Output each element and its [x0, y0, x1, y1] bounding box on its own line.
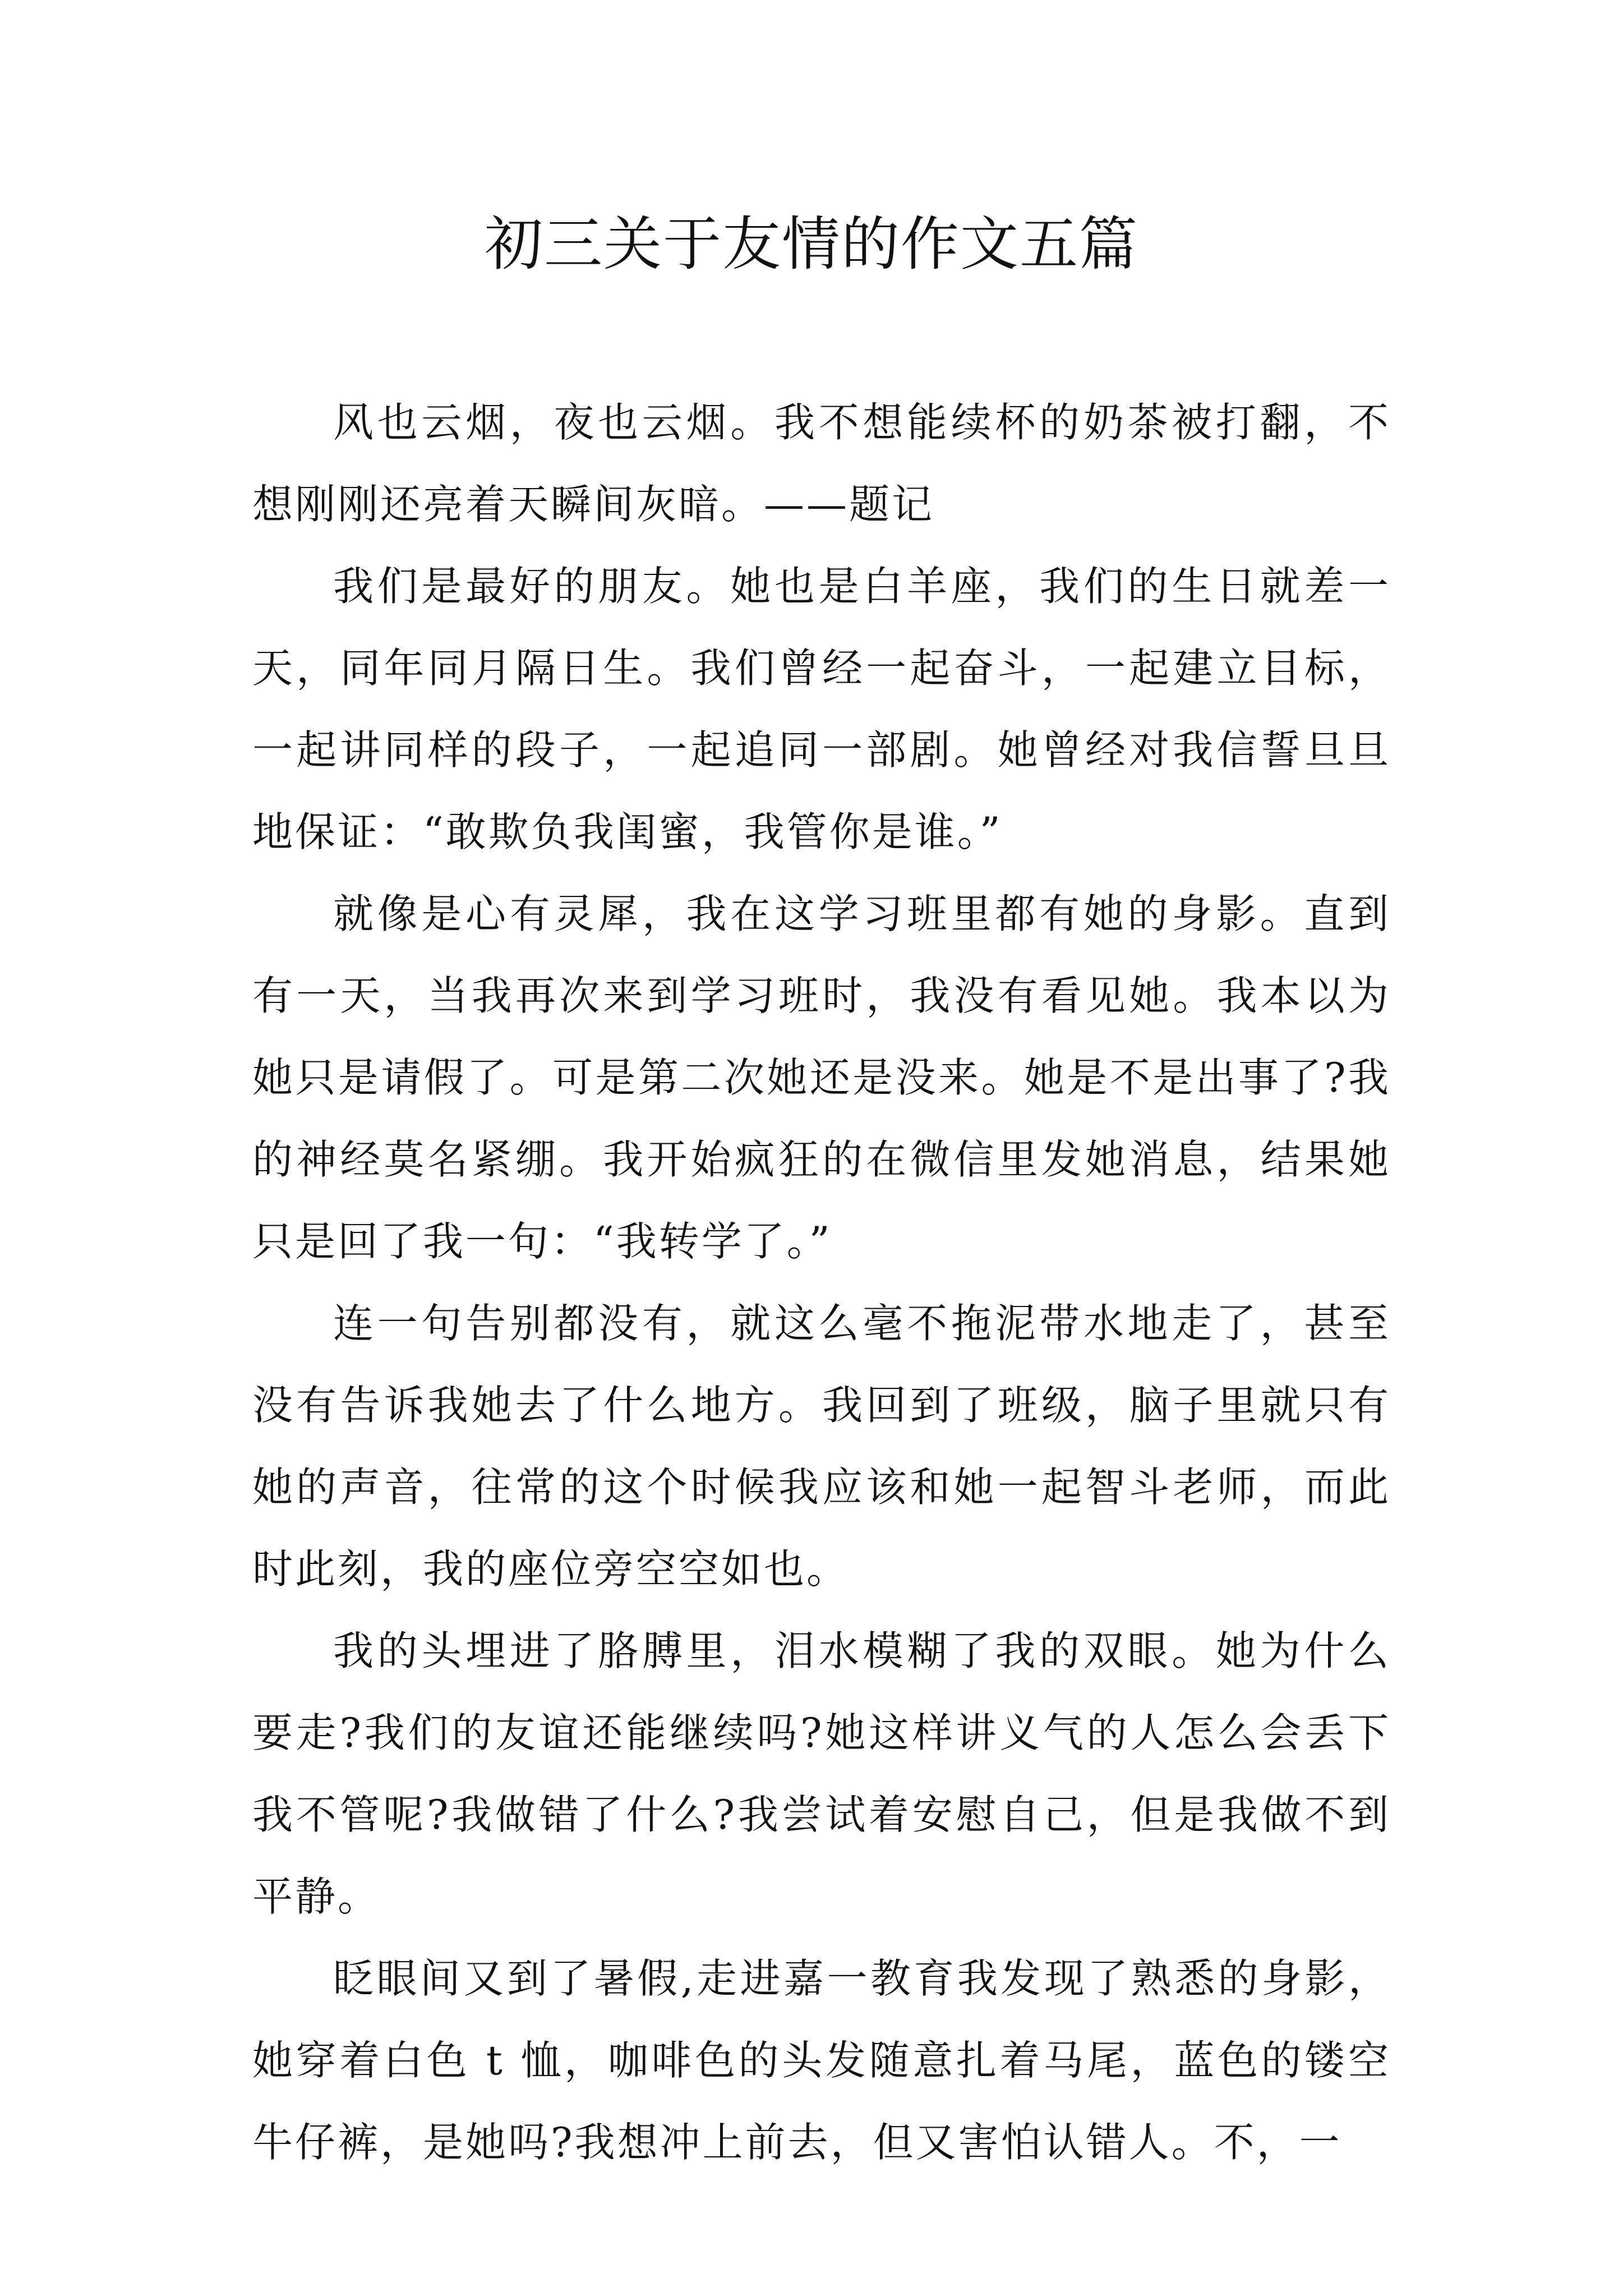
- paragraph-no-goodbye: 连一句告别都没有，就这么毫不拖泥带水地走了，甚至没有告诉我她去了什么地方。我回到了班级，脑子里就只有她的声音，往常的这个时候我应该和她一起智斗老师，而此时此刻，我的座位旁空空如也。: [252, 1300, 1391, 1593]
- document-body: [252, 381, 1391, 2183]
- paragraph-epigraph: 风也云烟，夜也云烟。我不想能续杯的奶茶被打翻，不想刚刚还亮着天瞬间灰暗。——题记: [252, 399, 1391, 528]
- paragraph-transfer: 就像是心有灵犀，我在这学习班里都有她的身影。直到有一天，当我再次来到学习班时，我没有看见她。我本以为她只是请假了。可是第二次她还是没来。她是不是出事了?我的神经莫名紧绷。我开始疯狂的在微信里发她消息，结果她只是回了我一句：“我转学了。”: [252, 890, 1391, 1265]
- paragraph-best-friends: 我们是最好的朋友。她也是白羊座，我们的生日就差一天，同年同月隔日生。我们曾经一起奋斗，一起建立目标，一起讲同样的段子，一起追同一部剧。她曾经对我信誓旦旦地保证：“敢欺负我闺蜜，我管你是谁。”: [252, 563, 1391, 855]
- document-title: 初三关于友情的作文五篇: [484, 210, 1138, 278]
- paragraph-summer: 眨眼间又到了暑假,走进嘉一教育我发现了熟悉的身影，她穿着白色 t 恤，咖啡色的头发随意扎着马尾，蓝色的镂空牛仔裤，是她吗?我想冲上前去，但又害怕认错人。不，一: [252, 1955, 1391, 2166]
- paragraph-tears: 我的头埋进了胳膊里，泪水模糊了我的双眼。她为什么要走?我们的友谊还能继续吗?她这样讲义气的人怎么会丢下我不管呢?我做错了什么?我尝试着安慰自己，但是我做不到平静。: [252, 1627, 1391, 1920]
